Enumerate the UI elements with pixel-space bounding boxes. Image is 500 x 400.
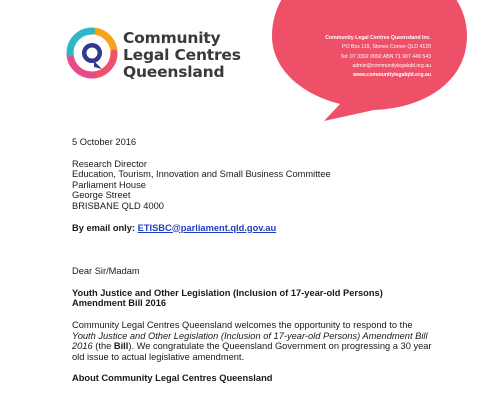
email-label: By email only: [72, 222, 138, 233]
organisation-name [123, 30, 241, 81]
letter-body [72, 137, 432, 384]
org-name-line: Queensland [123, 63, 225, 81]
email-line [72, 223, 432, 234]
letter-date: 5 October 2016 [72, 137, 137, 147]
email-link[interactable]: ETISBC@parliament.qld.gov.au [137, 222, 277, 233]
defined-term: Bill [113, 341, 129, 352]
contact-details [325, 34, 431, 80]
contact-website[interactable]: www.communitylegalqld.org.au [353, 72, 431, 79]
para-text: Community Legal Centres Queensland welcomes the opportunity to respond to the [72, 319, 413, 330]
recipient-address [72, 159, 432, 212]
salutation: Dear Sir/Madam [72, 266, 140, 277]
cog-speech-bubble-logo [66, 27, 118, 79]
address-line: BRISBANE QLD 4000 [72, 200, 164, 211]
address-line: George Street [72, 190, 131, 201]
section-heading: About Community Legal Centres Queensland [72, 373, 273, 384]
org-name-line: Community [123, 29, 221, 47]
address-line: Education, Tourism, Innovation and Small Business Committee [72, 169, 331, 180]
para-text: ). We congratulate the Queensland Government on progressing a 30 year old issue to actual legislative amendment. [72, 341, 432, 362]
address-line: Parliament House [72, 179, 146, 190]
contact-phone-abn: Tel: 07 3392 0092 ABN 71 907 449 543 [340, 53, 431, 60]
bill-title: Youth Justice and Other Legislation (Inclusion of 17-year-old Persons) Amendment Bill 2016 [72, 330, 428, 352]
contact-po-box: PO Box 119, Stones Corner QLD 4120 [341, 44, 431, 51]
contact-org-name: Community Legal Centres Queensland Inc. [325, 35, 431, 41]
intro-paragraph [72, 320, 432, 362]
org-name-line: Legal Centres [123, 46, 241, 64]
letter-subject: Youth Justice and Other Legislation (Inclusion of 17-year-old Persons) Amendment Bill 2016 [72, 287, 383, 309]
para-text: (the [92, 341, 114, 352]
contact-email[interactable]: admin@communitylegalqld.org.au [352, 62, 431, 69]
address-line: Research Director [72, 158, 147, 169]
